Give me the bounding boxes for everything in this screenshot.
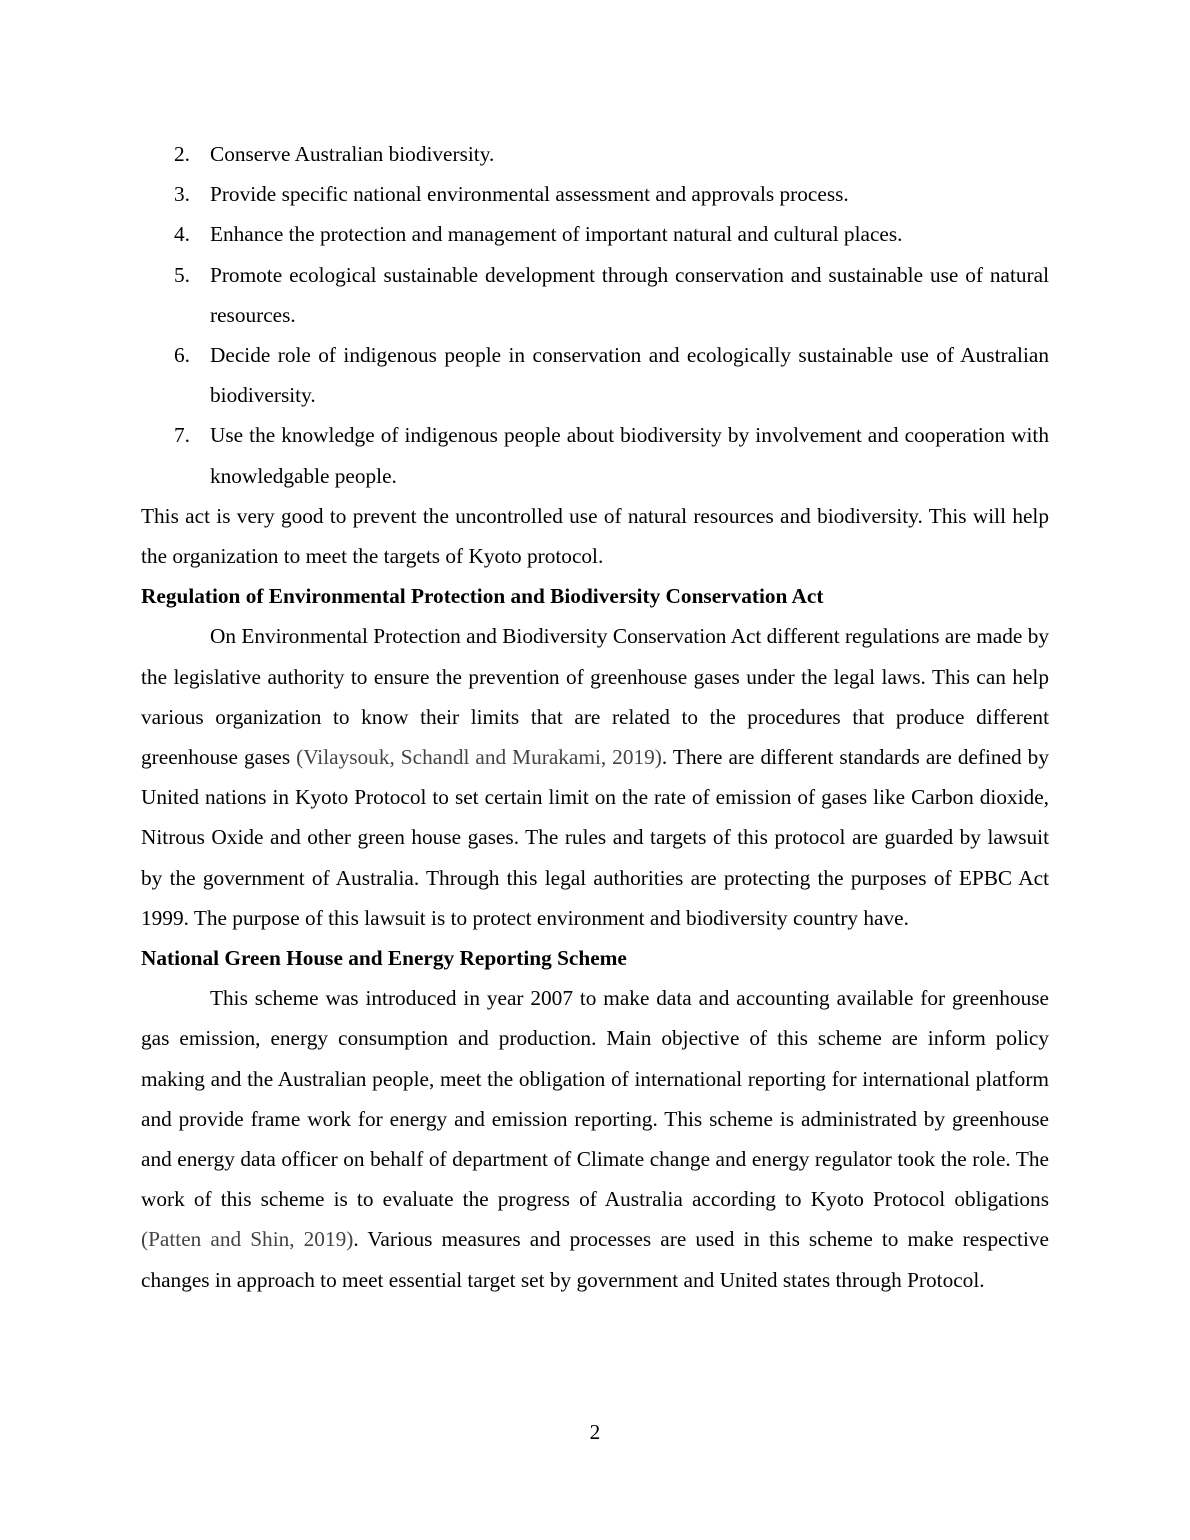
list-item-number: 6. <box>174 343 190 368</box>
page-number: 2 <box>589 1420 601 1444</box>
list-item-number: 3. <box>174 182 190 207</box>
list-item-number: 5. <box>174 262 190 287</box>
list-item <box>141 415 1049 495</box>
list-item-text: Promote ecological sustainable development through conservation and sustainable use of natural resources. <box>210 262 1049 327</box>
list-item <box>141 134 1049 174</box>
list-item-text: Provide specific national environmental assessment and approvals process. <box>210 182 849 207</box>
paragraph-text: . Various measures and processes are used in this scheme to make respective changes in approach to meet essential target set by government and United states through Protocol. <box>141 1227 1049 1292</box>
numbered-list <box>141 134 1049 496</box>
list-item <box>141 174 1049 214</box>
citation: (Vilaysouk, Schandl and Murakami, 2019) <box>296 745 662 770</box>
body-paragraph <box>141 616 1049 938</box>
list-item <box>141 214 1049 254</box>
body-paragraph: This act is very good to prevent the uncontrolled use of natural resources and biodiversity. This will help the organization to meet the targets of Kyoto protocol. <box>141 503 1049 569</box>
list-item <box>141 255 1049 335</box>
document-page <box>141 134 1049 1300</box>
list-item-text: Conserve Australian biodiversity. <box>210 142 495 166</box>
paragraph-text: . There are different standards are defined by United nations in Kyoto Protocol to set certain limit on the rate of emission of gases like Carbon dioxide, Nitrous Oxide and other green house gases. The rules and targets of this protocol are guarded by lawsuit by the government of Australia. Through this legal authorities are protecting the purposes of EPBC Act 1999. The purpose of this lawsuit is to protect environment and biodiversity country have. <box>141 745 1049 930</box>
list-item-number: 7. <box>174 423 190 448</box>
paragraph-text: This scheme was introduced in year 2007 to make data and accounting available for greenhouse gas emission, energy consumption and production. Main objective of this scheme are inform policy making and the Australian people, meet the obligation of international reporting for international platform and provide frame work for energy and emission reporting. This scheme is administrated by greenhouse and energy data officer on behalf of department of Climate change and energy regulator took the role. The work of this scheme is to evaluate the progress of Australia according to Kyoto Protocol obligations <box>141 986 1049 1212</box>
list-item-number: 4. <box>174 222 190 247</box>
section-heading: Regulation of Environmental Protection and Biodiversity Conservation Act <box>141 584 824 609</box>
list-item-text: Enhance the protection and management of important natural and cultural places. <box>210 222 903 247</box>
list-item <box>141 335 1049 415</box>
list-item-text: Use the knowledge of indigenous people about biodiversity by involvement and cooperation with knowledgable people. <box>210 423 1049 488</box>
list-item-number: 2. <box>174 142 190 166</box>
section-heading: National Green House and Energy Reporting Scheme <box>141 946 627 971</box>
paragraph-text: On Environmental Protection and Biodiversity Conservation Act different regulations are made by the legislative authority to ensure the prevention of greenhouse gases under the legal laws. This can help various organization to know their limits that are related to the procedures that produce different greenhouse gases <box>141 624 1049 770</box>
citation: (Patten and Shin, 2019) <box>141 1227 354 1252</box>
list-item-text: Decide role of indigenous people in conservation and ecologically sustainable use of Australian biodiversity. <box>210 343 1049 408</box>
body-paragraph <box>141 978 1049 1300</box>
